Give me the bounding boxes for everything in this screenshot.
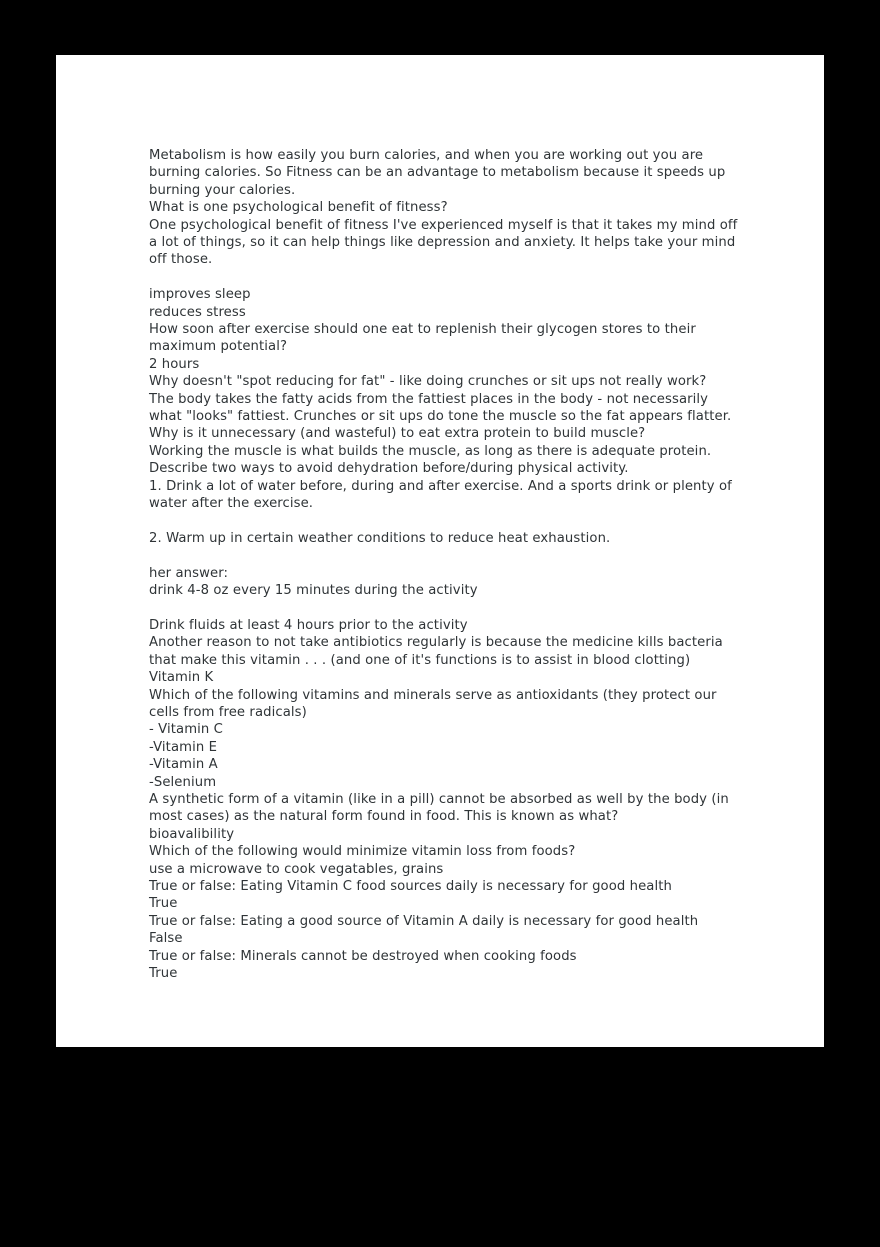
document-line: Why doesn't "spot reducing for fat" - like doing crunches or sit ups not really work? (149, 374, 707, 390)
document-line: bioavalibility (149, 826, 235, 842)
document-line: -Selenium (149, 774, 217, 790)
document-line: Which of the following would minimize vitamin loss from foods? (149, 844, 576, 860)
document-line: True or false: Minerals cannot be destroyed when cooking foods (149, 948, 577, 964)
document-line: The body takes the fatty acids from the fattiest places in the body - not necessarily what "looks" fattiest. Crunches or sit ups do tone the muscle so the fat appears flatter. (149, 391, 732, 425)
document-line: True (149, 966, 178, 982)
document-line: Describe two ways to avoid dehydration before/during physical activity. (149, 461, 629, 477)
document-line: her answer: (149, 565, 229, 581)
document-line: reduces stress (149, 304, 246, 320)
document-line: What is one psychological benefit of fitness? (149, 200, 448, 216)
document-line: - Vitamin C (149, 722, 223, 738)
document-page (56, 55, 824, 1047)
document-line: A synthetic form of a vitamin (like in a pill) cannot be absorbed as well by the body (in most cases) as the natural form found in food. This is known as what? (149, 791, 734, 825)
document-line: Drink fluids at least 4 hours prior to the activity (149, 617, 468, 633)
document-line: 2 hours (149, 356, 200, 372)
document-line: use a microwave to cook vegatables, grains (149, 861, 444, 877)
document-line: Working the muscle is what builds the muscle, as long as there is adequate protein. (149, 443, 712, 459)
document-line: True or false: Eating Vitamin C food sources daily is necessary for good health (149, 879, 672, 894)
document-line: -Vitamin A (149, 757, 218, 773)
document-line: Another reason to not take antibiotics regularly is because the medicine kills bacteria that make this vitamin . . . (and one of it's functions is to assist in blood clotting) (149, 635, 728, 668)
document-line: -Vitamin E (149, 739, 218, 755)
document-line: Why is it unnecessary (and wasteful) to eat extra protein to build muscle? (149, 426, 646, 442)
document-line: 1. Drink a lot of water before, during and after exercise. And a sports drink or plenty of water after the exercise. (149, 478, 737, 512)
document-line: How soon after exercise should one eat to replenish their glycogen stores to their maximum potential? (149, 322, 701, 355)
document-line: Which of the following vitamins and minerals serve as antioxidants (they protect our cells from free radicals) (149, 687, 721, 720)
document-line: True or false: Eating a good source of Vitamin A daily is necessary for good health (149, 913, 699, 929)
paragraph-spacer (149, 547, 739, 564)
document-line: Metabolism is how easily you burn calories, and when you are working out you are burning calories. So Fitness can be an advantage to metabolism because it speeds up burning your calories. (149, 148, 730, 198)
paragraph-spacer (149, 600, 739, 617)
paragraph-spacer (149, 269, 739, 286)
paragraph-spacer (149, 513, 739, 530)
document-line: improves sleep (149, 287, 251, 303)
document-line: drink 4-8 oz every 15 minutes during the activity (149, 583, 478, 599)
document-line: One psychological benefit of fitness I've experienced myself is that it takes my mind off a lot of things, so it can help things like depression and anxiety. It helps take your mind off those. (149, 217, 742, 268)
document-line: 2. Warm up in certain weather conditions to reduce heat exhaustion. (149, 530, 611, 546)
document-line: False (149, 931, 183, 947)
document-line: True (149, 896, 178, 912)
document-line: Vitamin K (149, 670, 214, 686)
document-text-body (149, 147, 742, 982)
